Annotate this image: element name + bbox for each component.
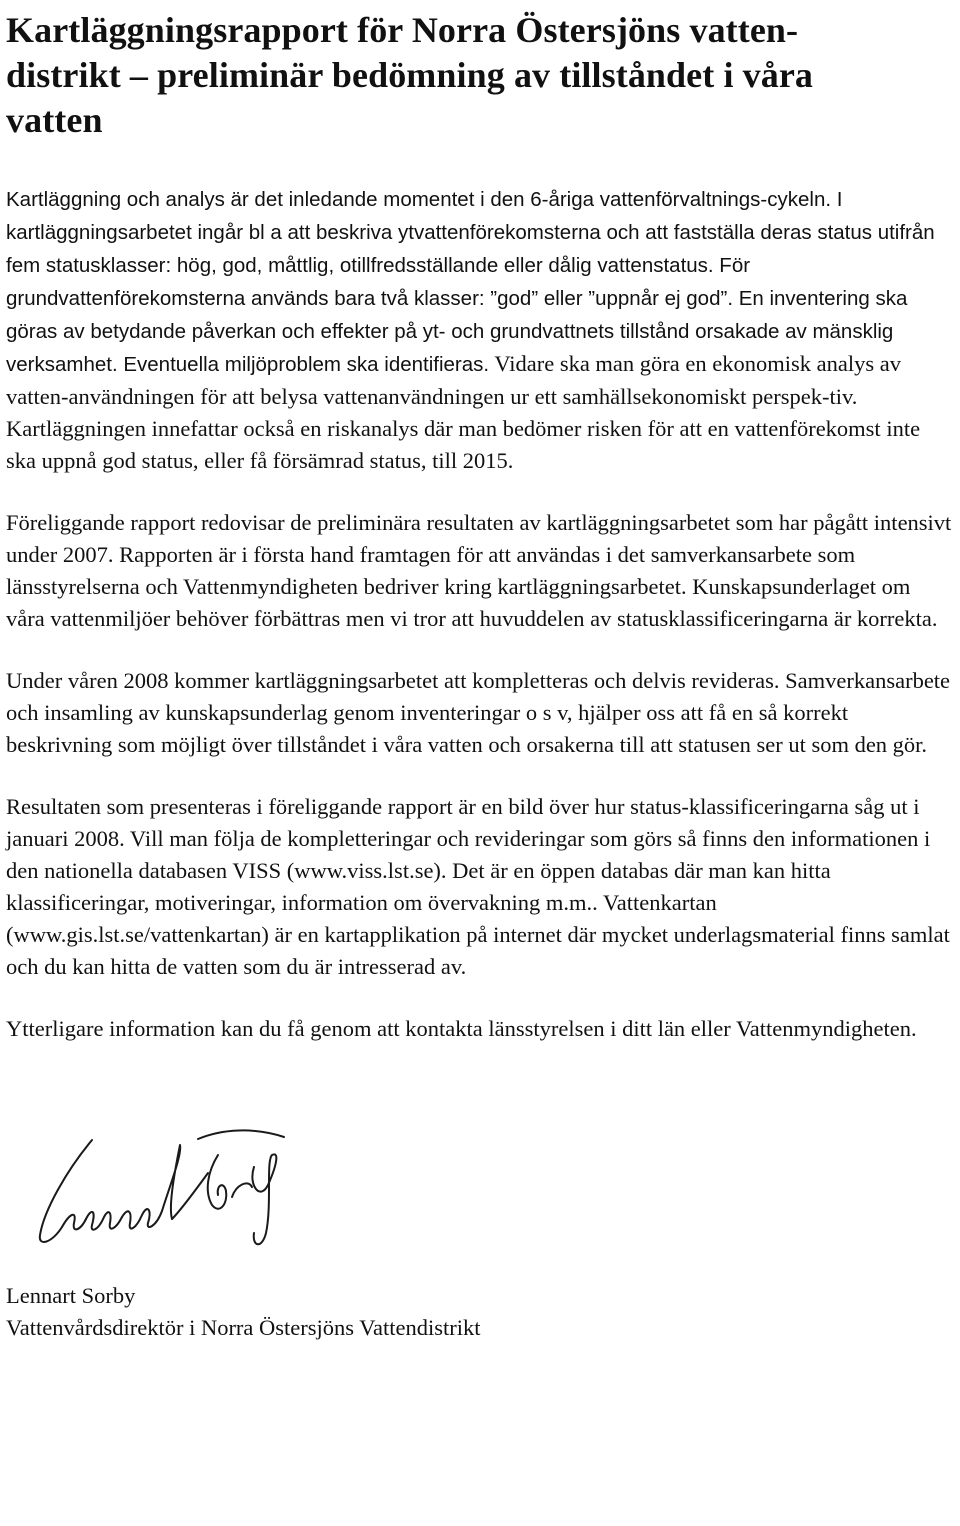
paragraph-4: Resultaten som presenteras i föreliggande rapport är en bild över hur status-klassificeringarna såg ut i januari 2008. Vill man följa de kompletteringar och revideringar som görs så finns den informationen i den nationella databasen VISS (www.viss.lst.se). Det är en öppen databas där man kan hitta klassificeringar, motiveringar, information om övervakning m.m.. Vattenkartan (www.gis.lst.se/vattenkartan) är en kartapplikation på internet där mycket underlagsmaterial finns samlat och du kan hitta de vatten som du är intresserad av. [6,794,950,979]
document-title [6,8,954,143]
paragraph-1-part-a: Kartläggning och analys är det inledande momentet i den 6-åriga vattenförvaltnings-cykeln. I kartläggningsarbetet ingår bl a att beskriva ytvattenförekomsterna och att fastställa deras status utifrån fem statusklasser: hög, god, måttlig, otillfredsställande eller dålig vattenstatus. För grundvattenförekomsterna används bara två klasser: ”god” eller ”uppnår ej god”. En inventering ska göras av betydande påverkan och effekter på yt- och grundvattnets tillstånd orsakade av mänsklig verksamhet. Eventuella miljöproblem ska identifieras. [6,188,935,376]
title-line-3: vatten [6,100,103,140]
signer-name: Lennart Sorby [6,1283,136,1308]
paragraph-5: Ytterligare information kan du få genom att kontakta länsstyrelsen i ditt län eller Vattenmyndigheten. [6,1016,917,1041]
paragraph-3: Under våren 2008 kommer kartläggningsarbetet att kompletteras och delvis revideras. Samverkansarbete och insamling av kunskapsunderlag genom inventeringar o s v, hjälper oss att få en så korrekt beskrivning som möjligt över tillståndet i våra vatten och orsakerna till att statusen ser ut som den gör. [6,668,951,757]
signer-title: Vattenvårdsdirektör i Norra Östersjöns Vattendistrikt [6,1315,481,1340]
handwritten-signature [22,1115,322,1255]
paragraph-1-part-b: Vidare ska man göra en ekonomisk analys av vatten-användningen för att belysa vattenanvändningen ur ett samhällsekonomiskt perspek-tiv. Kartläggningen innefattar också en riskanalys där man bedömer risken för att en vattenförekomst inte ska uppnå god status, eller få försämrad status, till 2015. [6,351,921,473]
paragraph-1 [6,183,954,477]
document-page [6,0,954,1344]
title-line-1: Kartläggningsrapport för Norra Östersjöns vatten- [6,10,799,50]
paragraph-2: Föreliggande rapport redovisar de preliminära resultaten av kartläggningsarbetet som har pågått intensivt under 2007. Rapporten är i första hand framtagen för att användas i det samverkansarbete som länsstyrelserna och Vattenmyndigheten bedriver kring kartläggningsarbetet. Kunskapsunderlaget om våra vattenmiljöer behöver förbättras men vi tror att huvuddelen av statusklassificeringarna är korrekta. [6,510,952,631]
title-line-2: distrikt – preliminär bedömning av tillståndet i våra [6,55,814,95]
